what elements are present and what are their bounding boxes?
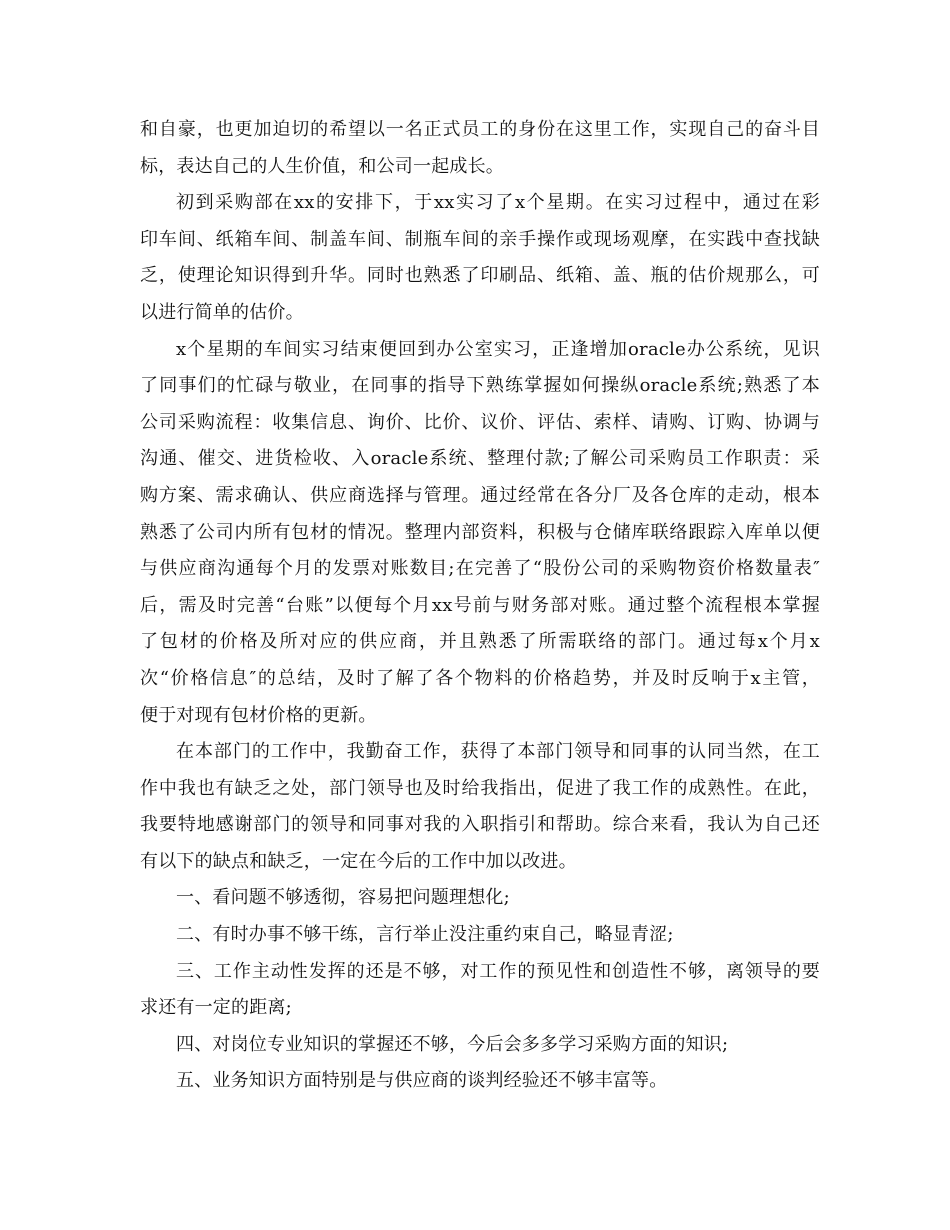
text-line: 便于对现有包材价格的更新。 [140,704,377,726]
text-line: 了包材的价格及所对应的供应商，并且熟悉了所需联络的部门。通过每x个月x [140,631,820,653]
text-line: 在本部门的工作中，我勤奋工作，获得了本部门领导和同事的认同当然，在工 [176,741,820,763]
text-line: 熟悉了公司内所有包材的情况。整理内部资料，积极与仓储库联络跟踪入库单以便 [140,521,820,543]
text-line: 二、有时办事不够干练，言行举止没注重约束自己，略显青涩; [176,924,674,946]
text-line: 印车间、纸箱车间、制盖车间、制瓶车间的亲手操作或现场观摩，在实践中查找缺 [140,228,820,250]
paragraph-1 [140,112,820,185]
list-item-2 [140,917,820,954]
text-line: 一、看问题不够透彻，容易把问题理想化; [176,887,510,909]
text-line: 四、对岗位专业知识的掌握还不够，今后会多多学习采购方面的知识; [176,1033,729,1055]
text-line: 以进行简单的估价。 [140,301,304,323]
text-line: 有以下的缺点和缺乏，一定在今后的工作中加以改进。 [140,850,577,872]
text-line: x个星期的车间实习结束便回到办公室实习，正逢增加oracle办公系统，见识 [176,338,820,360]
text-line: 作中我也有缺乏之处，部门领导也及时给我指出，促进了我工作的成熟性。在此， [140,777,820,799]
list-item-4 [140,1027,820,1064]
text-line: 沟通、催交、进货检收、入oracle系统、整理付款;了解公司采购员工作职责：采 [140,448,820,470]
text-line: 和自豪，也更加迫切的希望以一名正式员工的身份在这里工作，实现自己的奋斗目 [140,119,820,140]
list-item-5 [140,1063,820,1100]
text-line: 了同事们的忙碌与敬业，在同事的指导下熟练掌握如何操纵oracle系统;熟悉了本 [140,375,820,397]
document-body [140,112,820,1100]
text-line: 我要特地感谢部门的领导和同事对我的入职指引和帮助。综合来看，我认为自己还 [140,814,820,836]
text-line: 次“价格信息″的总结，及时了解了各个物料的价格趋势，并及时反响于x主管， [140,667,820,689]
text-line: 后，需及时完善“台账”以便每个月xx号前与财务部对账。通过整个流程根本掌握 [140,594,820,616]
text-line: 五、业务知识方面特别是与供应商的谈判经验还不够丰富等。 [176,1070,668,1092]
list-item-1 [140,880,820,917]
text-line: 三、工作主动性发挥的还是不够，对工作的预见性和创造性不够，离领导的要 [176,960,820,982]
text-line: 与供应商沟通每个月的发票对账数目;在完善了“股份公司的采购物资价格数量表″ [140,558,820,580]
text-line: 乏，使理论知识得到升华。同时也熟悉了印刷品、纸箱、盖、瓶的估价规那么，可 [140,265,820,287]
paragraph-4 [140,734,820,880]
text-line: 购方案、需求确认、供应商选择与管理。通过经常在各分厂及各仓库的走动，根本 [140,484,820,506]
text-line: 初到采购部在xx的安排下，于xx实习了x个星期。在实习过程中，通过在彩 [176,192,820,214]
paragraph-3 [140,332,820,735]
text-line: 公司采购流程：收集信息、询价、比价、议价、评估、索样、请购、订购、协调与 [140,411,820,433]
text-line: 求还有一定的距离; [140,997,292,1019]
text-line: 标，表达自己的人生价值，和公司一起成长。 [140,155,504,177]
list-item-3 [140,954,820,1027]
paragraph-2 [140,185,820,331]
